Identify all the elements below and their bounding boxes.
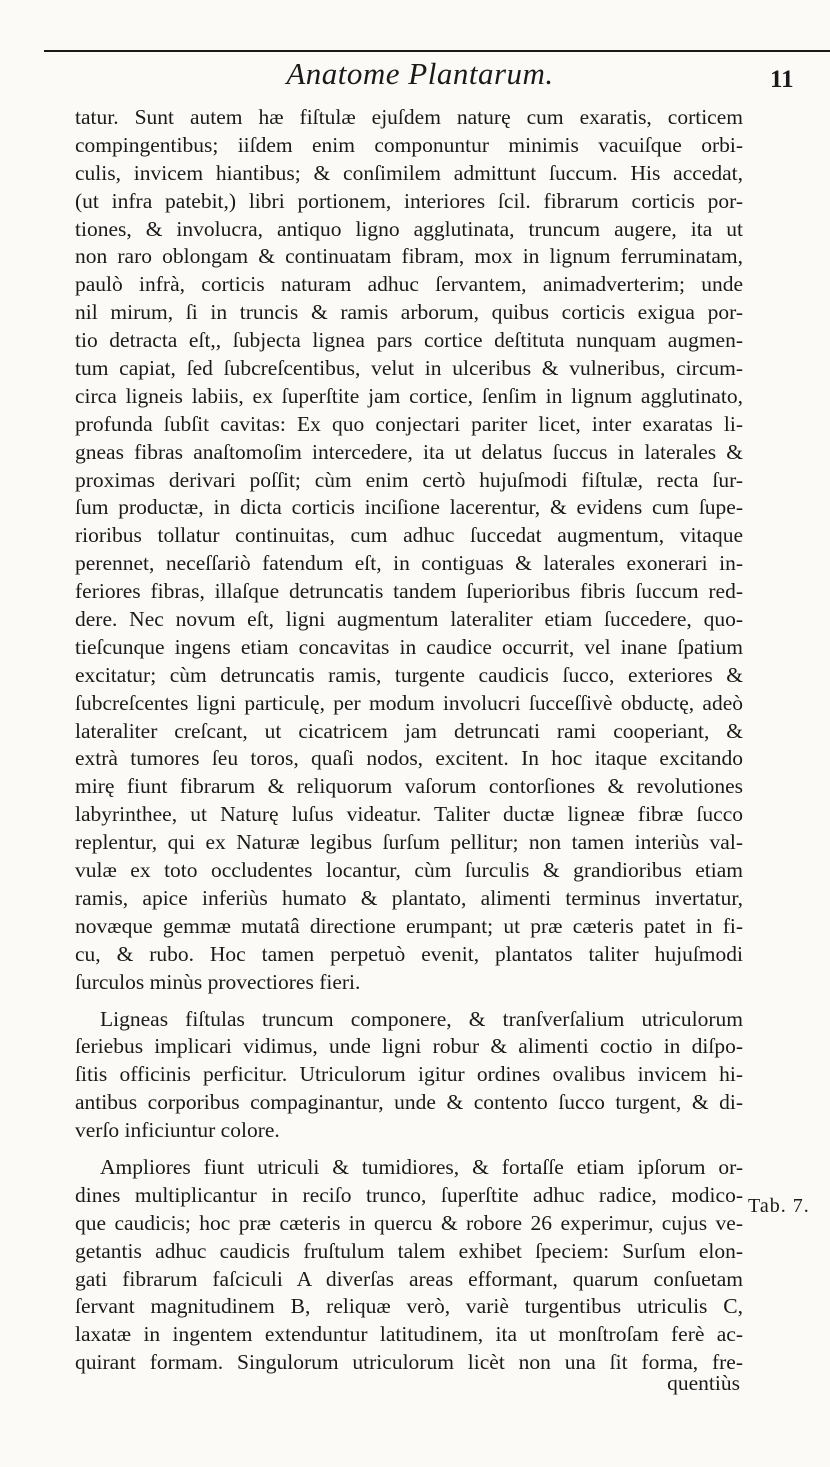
text-line: cu, & rubo. Hoc tamen perpetuò evenit, plantatos taliter hujuſmodi <box>75 941 743 966</box>
text-line: gneas fibras anaſtomoſim intercedere, ita ut delatus ſuccus in laterales & <box>75 439 743 464</box>
text-line: excitatur; cùm detruncatis ramis, turgente caudicis ſucco, exteriores & <box>75 662 743 687</box>
text-line: dere. Nec novum eſt, ligni augmentum lateraliter etiam ſuccedere, quo- <box>75 607 743 632</box>
text-line: tieſcunque ingens etiam concavitas in caudice occurrit, vel inane ſpatium <box>75 634 743 659</box>
text-line: labyrinthee, ut Naturę luſus videatur. Taliter ductæ ligneæ fibræ ſucco <box>75 802 743 827</box>
text-line: vulæ ex toto occludentes locantur, cùm ſurculis & grandioribus etiam <box>75 858 743 883</box>
paragraph-start-line: Ampliores fiunt utriculi & tumidiores, & fortaſſe etiam ipſorum or- <box>100 1154 743 1179</box>
text-line: tio detracta eſt,, ſubjecta lignea pars cortice deſtituta nunquam augmen- <box>75 328 743 353</box>
text-line: ſitis officinis perficitur. Utriculorum igitur ordines ovalibus invicem hi- <box>75 1062 743 1087</box>
text-line: antibus corporibus compaginantur, unde & contento ſucco turgent, & di- <box>75 1090 743 1115</box>
text-line: ſubcreſcentes ligni particulę, per modum involucri ſucceſſivè obductę, adeò <box>75 690 743 715</box>
text-line: tiones, & involucra, antiquo ligno agglutinata, truncum augere, ita ut <box>75 216 743 241</box>
catchword: quentiùs <box>667 1371 740 1395</box>
running-title: Anatome Plantarum. <box>286 56 554 91</box>
text-line: profunda ſubſit cavitas: Ex quo conjectari pariter licet, inter exaratas li- <box>75 411 743 436</box>
text-line: ramis, apice inferiùs humato & plantato, alimenti terminus invertatur, <box>75 885 743 910</box>
page-header <box>0 54 830 94</box>
text-line: ſum productæ, in dicta corticis inciſione lacerentur, & evidens cum ſupe- <box>75 495 743 520</box>
body-text <box>75 104 743 1377</box>
text-line: ſervant magnitudinem B, reliquæ verò, variè turgentibus utriculis C, <box>75 1294 743 1319</box>
text-line: rioribus tollatur continuitas, cum adhuc ſuccedat augmentum, vitaque <box>75 523 743 548</box>
text-line: (ut infra patebit,) libri portionem, interiores ſcil. fibrarum corticis por- <box>75 188 743 213</box>
text-line: proximas derivari poſſit; cùm enim certò hujuſmodi fiſtulæ, recta ſur- <box>75 467 743 492</box>
text-line: mirę fiunt fibrarum & reliquorum vaſorum contorſiones & revolutiones <box>75 774 743 799</box>
text-line: novæque gemmæ mutatâ directione erumpant; ut præ cæteris patet in fi- <box>75 913 743 938</box>
text-line: ſeriebus implicari vidimus, unde ligni robur & alimenti coctio in diſpo- <box>75 1034 743 1059</box>
text-line: getantis adhuc caudicis fruſtulum talem exhibet ſpeciem: Surſum elon- <box>75 1238 743 1263</box>
margin-note: Tab. 7. <box>748 1195 810 1217</box>
text-line: nil mirum, ſi in truncis & ramis arborum, quibus corticis exigua por- <box>75 300 743 325</box>
text-line: circa ligneis labiis, ex ſuperſtite jam cortice, ſenſim in lignum agglutinato, <box>75 383 743 408</box>
text-line: paulò infrà, corticis naturam adhuc ſervantem, animadverterim; unde <box>75 272 743 297</box>
paragraph-start-line: Ligneas fiſtulas truncum componere, & tranſverſalium utriculorum <box>100 1006 743 1031</box>
page-number: 11 <box>770 66 794 93</box>
text-line: dines multiplicantur in reciſo trunco, ſuperſtite adhuc radice, modico- <box>75 1182 743 1207</box>
text-line: que caudicis; hoc præ cæteris in quercu & robore 26 experimur, cujus ve- <box>75 1210 743 1235</box>
text-line: replentur, qui ex Naturæ legibus ſurſum pellitur; non tamen interiùs val- <box>75 830 743 855</box>
text-line: culis, invicem hiantibus; & conſimilem admittunt ſuccum. His accedat, <box>75 160 743 185</box>
text-line: feriores fibras, illaſque detruncatis tandem ſuperioribus fibris ſuccum red- <box>75 579 743 604</box>
text-line: laxatæ in ingentem extenduntur latitudinem, ita ut monſtroſam ferè ac- <box>75 1322 743 1347</box>
text-line: verſo inficiuntur colore. <box>75 1118 280 1143</box>
text-line: perennet, neceſſariò fatendum eſt, in contiguas & laterales exonerari in- <box>75 551 743 576</box>
text-line: lateraliter creſcant, ut cicatricem jam detruncati rami cooperiant, & <box>75 718 743 743</box>
text-line: non raro oblongam & continuatam fibram, mox in lignum ferruminatam, <box>75 244 743 269</box>
text-line: quirant formam. Singulorum utriculorum licèt non una ſit forma, fre- <box>75 1350 743 1375</box>
text-line: tatur. Sunt autem hæ fiſtulæ ejuſdem naturę cum exaratis, corticem <box>75 105 743 129</box>
text-line: tum capiat, ſed ſubcreſcentibus, velut in ulceribus & vulneribus, circum- <box>75 356 743 381</box>
text-line: extrà tumores ſeu toros, quaſi nodos, excitent. In hoc itaque excitando <box>75 746 743 771</box>
text-line: compingentibus; iiſdem enim componuntur minimis vacuiſque orbi- <box>75 132 743 157</box>
text-line: ſurculos minùs provectiores fieri. <box>75 969 361 994</box>
text-line: gati fibrarum faſciculi A diverſas areas efformant, quarum conſuetam <box>75 1266 743 1291</box>
top-rule <box>44 50 830 52</box>
